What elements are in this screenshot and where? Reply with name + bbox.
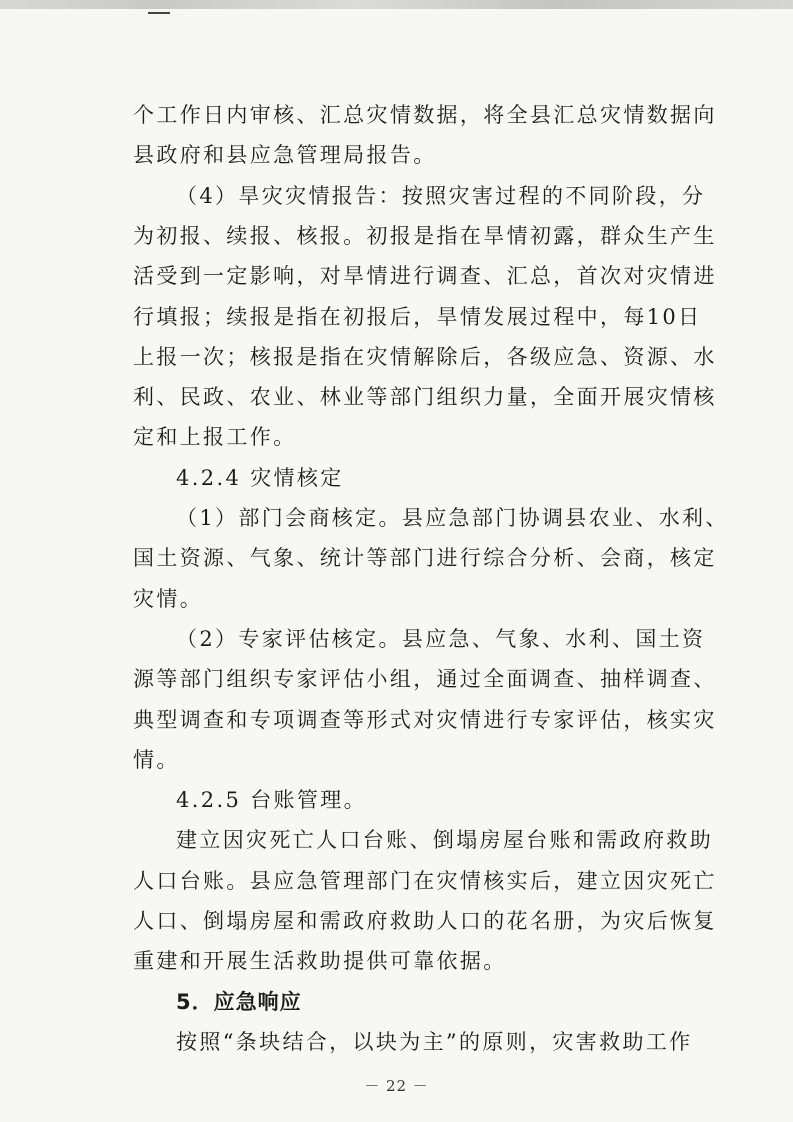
- paragraph-line: （4）旱灾灾情报告：按照灾害过程的不同阶段，分: [176, 184, 706, 208]
- paragraph-line: 为初报、续报、核报。初报是指在旱情初露，群众生产生: [133, 224, 717, 248]
- paragraph-line: 重建和开展生活救助提供可靠依据。: [133, 949, 507, 973]
- paragraph-line: 人口台账。县应急管理部门在灾情核实后，建立因灾死亡: [133, 869, 717, 893]
- paragraph-line: 国土资源、气象、统计等部门进行综合分析、会商，核定: [133, 546, 717, 570]
- paragraph-line: 县政府和县应急管理局报告。: [133, 143, 437, 167]
- paragraph-line: 典型调查和专项调查等形式对灾情进行专家评估，核实灾: [133, 708, 717, 732]
- paragraph-line: 定和上报工作。: [133, 425, 297, 449]
- paragraph-line: 情。: [133, 748, 180, 772]
- paragraph-line: 源等部门组织专家评估小组，通过全面调查、抽样调查、: [133, 667, 717, 691]
- paragraph-line: 个工作日内审核、汇总灾情数据，将全县汇总灾情数据向: [133, 103, 717, 127]
- paragraph-line: （1）部门会商核定。县应急部门协调县农业、水利、: [176, 506, 729, 530]
- paragraph-line: 行填报；续报是指在初报后，旱情发展过程中，每10日: [133, 305, 702, 329]
- section-heading-5: 5．应急响应: [176, 990, 302, 1014]
- section-heading-4-2-5: 4.2.5 台账管理。: [176, 788, 367, 812]
- paragraph-line: 灾情。: [133, 587, 204, 611]
- paragraph-line: 利、民政、农业、林业等部门组织力量，全面开展灾情核: [133, 385, 717, 409]
- paragraph-line: 上报一次；核报是指在灾情解除后，各级应急、资源、水: [133, 345, 717, 369]
- paragraph-line: （2）专家评估核定。县应急、气象、水利、国土资: [176, 627, 706, 651]
- section-heading-4-2-4: 4.2.4 灾情核定: [176, 466, 344, 490]
- paragraph-line: 活受到一定影响，对旱情进行调查、汇总，首次对灾情进: [133, 264, 717, 288]
- page-number: － 22 －: [364, 1077, 429, 1095]
- paragraph-line: 按照“条块结合，以块为主”的原则，灾害救助工作: [176, 1030, 693, 1054]
- paragraph-line: 人口、倒塌房屋和需政府救助人口的花名册，为灾后恢复: [133, 909, 717, 933]
- paragraph-line: 建立因灾死亡人口台账、倒塌房屋台账和需政府救助: [176, 828, 714, 852]
